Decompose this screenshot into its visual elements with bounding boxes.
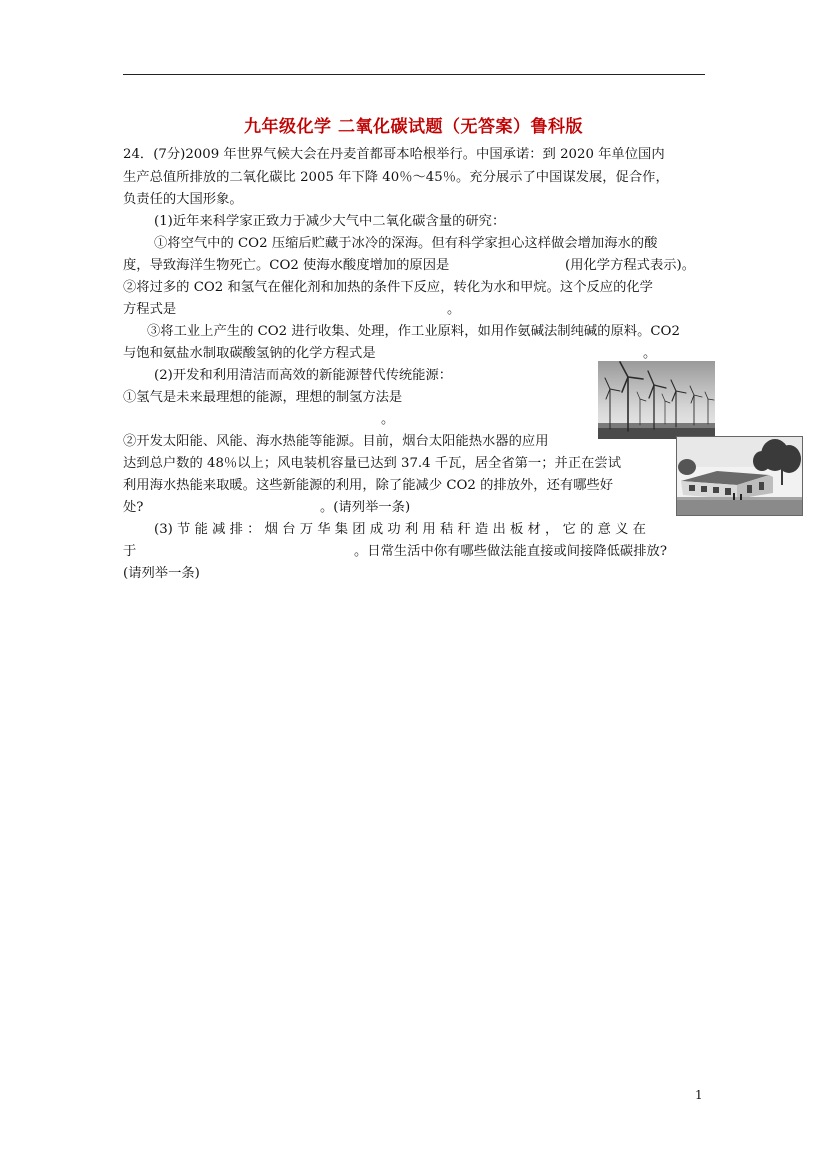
text-line: 处? — [123, 500, 144, 515]
text-line: 利用海水热能来取暖。这些新能源的利用，除了能减少 CO2 的排放外，还有哪些好 — [123, 478, 614, 493]
page-number: 1 — [695, 1088, 703, 1102]
text-line: ②将过多的 CO2 和氢气在催化剂和加热的条件下反应，转化为水和甲烷。这个反应的化学 — [123, 280, 653, 295]
text-line: 于 — [123, 544, 137, 559]
text-line: ①氢气是未来最理想的能源，理想的制氢方法是 — [123, 390, 403, 405]
text-line: (用化学方程式表示)。 — [565, 258, 696, 273]
text-line: ①将空气中的 CO2 压缩后贮藏于冰冷的深海。但有科学家担心这样做会增加海水的酸 — [154, 236, 658, 251]
text-line: ②开发太阳能、风能、海水热能等能源。目前，烟台太阳能热水器的应用 — [123, 434, 549, 449]
text-line: 。(请列举一条) — [320, 500, 411, 515]
text-line: 生产总值所排放的二氧化碳比 2005 年下降 40％～45％。充分展示了中国谋发展，促合作， — [123, 170, 669, 185]
wind-turbines-image — [598, 361, 715, 439]
text-line: ③将工业上产生的 CO2 进行收集、处理，作工业原料，如用作氨碱法制纯碱的原料。CO2 — [147, 324, 680, 339]
text-line: 与饱和氨盐水制取碳酸氢钠的化学方程式是 — [123, 346, 376, 361]
header-rule — [123, 74, 705, 75]
text-line: (1)近年来科学家正致力于减少大气中二氧化碳含量的研究： — [154, 214, 506, 229]
text-line: 。日常生活中你有哪些做法能直接或间接降低碳排放? — [354, 544, 667, 559]
text-line: (3) 节 能 减 排 ： 烟 台 万 华 集 团 成 功 利 用 秸 秆 造 出 板 材 ， 它 的 意 义 在 — [154, 522, 646, 537]
text-line: (请列举一条) — [123, 566, 200, 581]
solar-building-image — [676, 436, 803, 516]
text-line: 度，导致海洋生物死亡。CO2 使海水酸度增加的原因是 — [123, 258, 450, 273]
text-line: 。 — [381, 412, 395, 427]
text-line: 24．(7分)2009 年世界气候大会在丹麦首都哥本哈根举行。中国承诺：到 2020 年单位国内 — [123, 147, 665, 162]
text-line: (2)开发和利用清洁而高效的新能源替代传统能源： — [154, 368, 453, 383]
text-line: 方程式是 — [123, 302, 177, 317]
text-line: 。 — [643, 346, 657, 361]
text-line: 达到总户数的 48％以上；风电装机容量已达到 37.4 千瓦，居全省第一；并正在尝试 — [123, 456, 622, 471]
document-title: 九年级化学 二氧化碳试题（无答案）鲁科版 — [244, 117, 583, 137]
text-line: 负责任的大国形象。 — [123, 192, 243, 207]
text-line: 。 — [447, 302, 461, 317]
